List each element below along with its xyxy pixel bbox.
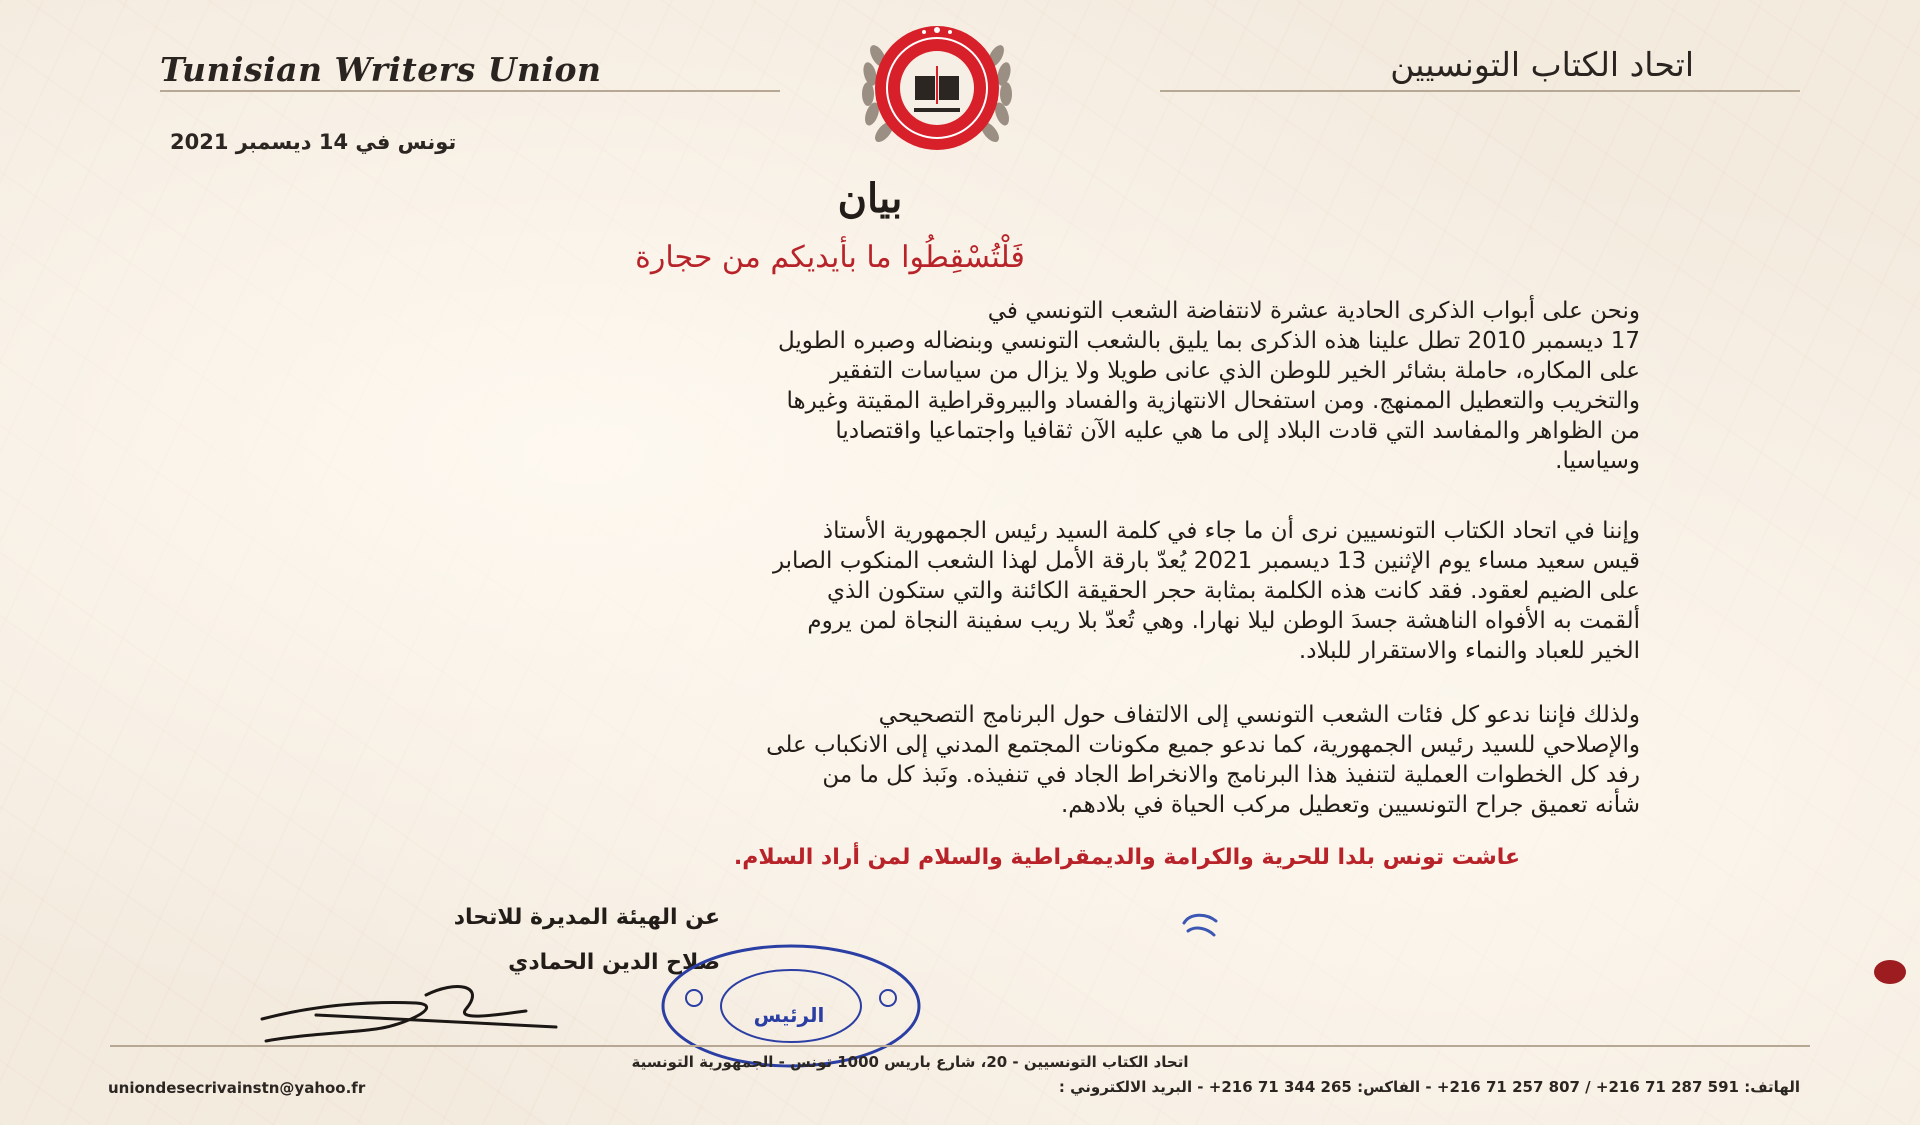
footer-email: uniondesecrivainstn@yahoo.fr (108, 1079, 366, 1097)
paragraph-line: على المكاره، حاملة بشائر الخير للوطن الذي عانى طويلا ولا يزال من سياسات التفقير (830, 358, 1640, 384)
statement-title: بيان (837, 175, 903, 222)
paragraph-line: وإننا في اتحاد الكتاب التونسيين نرى أن ما جاء في كلمة السيد رئيس الجمهورية الأستاذ (822, 518, 1640, 544)
header-rule-right (1160, 90, 1800, 92)
paragraph-line: شأنه تعميق جراح التونسيين وتعطيل مركب الحياة في بلادهم. (1061, 792, 1640, 818)
paragraph-line: الخير للعباد والنماء والاستقرار للبلاد. (1298, 638, 1640, 664)
letter-date: تونس في 14 ديسمبر 2021 (170, 130, 457, 154)
red-stain-icon (1870, 955, 1910, 989)
paragraph-line: ونحن على أبواب الذكرى الحادية عشرة لانتفاضة الشعب التونسي في (987, 298, 1640, 324)
paragraph-1 (176, 296, 1640, 476)
paragraph-line: وسياسيا. (1555, 448, 1640, 474)
paragraph-line: والتخريب والتعطيل الممنهج. ومن استفحال الانتهازية والفساد والبيروقراطية المقيتة وغيرها (786, 388, 1640, 414)
ink-blot-icon (1180, 905, 1220, 941)
paragraph-3 (176, 700, 1640, 820)
paragraph-line: من الظواهر والمفاسد التي قادت البلاد إلى ما هي عليه الآن ثقافيا واجتماعيا واقتصاديا (835, 418, 1640, 444)
union-english-name: Tunisian Writers Union (160, 50, 602, 89)
footer-address: اتحاد الكتاب التونسيين - 20، شارع باريس 1000 تونس - الجمهورية التونسية (631, 1053, 1189, 1071)
signatory-role: عن الهيئة المديرة للاتحاد (453, 905, 720, 930)
paragraph-line: ولذلك فإننا ندعو كل فئات الشعب التونسي إلى الالتفاف حول البرنامج التصحيحي (878, 702, 1640, 728)
signatory-name: صلاح الدين الحمادي (508, 950, 720, 975)
statement-subtitle: فَلْتُسْقِطُوا ما بأيديكم من حجارة (635, 240, 1025, 275)
paragraph-line: 17 ديسمبر 2010 تطل علينا هذه الذكرى بما يليق بالشعب التونسي وبنضاله وصبره الطويل (777, 328, 1640, 354)
header-rule-left (160, 90, 780, 92)
paragraph-line: قيس سعيد مساء يوم الإثنين 13 ديسمبر 2021 يُعدّ بارقة الأمل لهذا الشعب المنكوب الصابر (772, 548, 1640, 574)
paragraph-2 (176, 516, 1640, 666)
closing-slogan: عاشت تونس بلدا للحرية والكرامة والديمقراطية والسلام لمن أراد السلام. (733, 845, 1520, 870)
paragraph-line: ألقمت به الأفواه الناهشة جسدَ الوطن ليلا نهارا. وهي تُعدّ بلا ريب سفينة النجاة لمن يروم (807, 608, 1640, 634)
handwritten-signature (256, 975, 566, 1047)
footer-rule (110, 1045, 1810, 1047)
paragraph-line: والإصلاحي للسيد رئيس الجمهورية، كما ندعو جميع مكونات المجتمع المدني إلى الانكباب على (766, 732, 1640, 758)
stamp-label: الرئيس (753, 1003, 825, 1027)
footer-contact: الهاتف: 591 287 71 216+ / 807 257 71 216+ - الفاكس: 265 344 71 216+ - البريد الالكتروني : (1058, 1078, 1800, 1096)
paragraph-line: رفد كل الخطوات العملية لتنفيذ هذا البرنامج والانخراط الجاد في تنفيذه. ونَبذ كل ما من (822, 762, 1640, 788)
union-arabic-name: اتحاد الكتاب التونسيين (1390, 45, 1694, 84)
paragraph-line: على الضيم لعقود. فقد كانت هذه الكلمة بمثابة حجر الحقيقة الكائنة والتي ستكون الذي (826, 578, 1640, 604)
union-logo-emblem (774, 12, 1100, 162)
